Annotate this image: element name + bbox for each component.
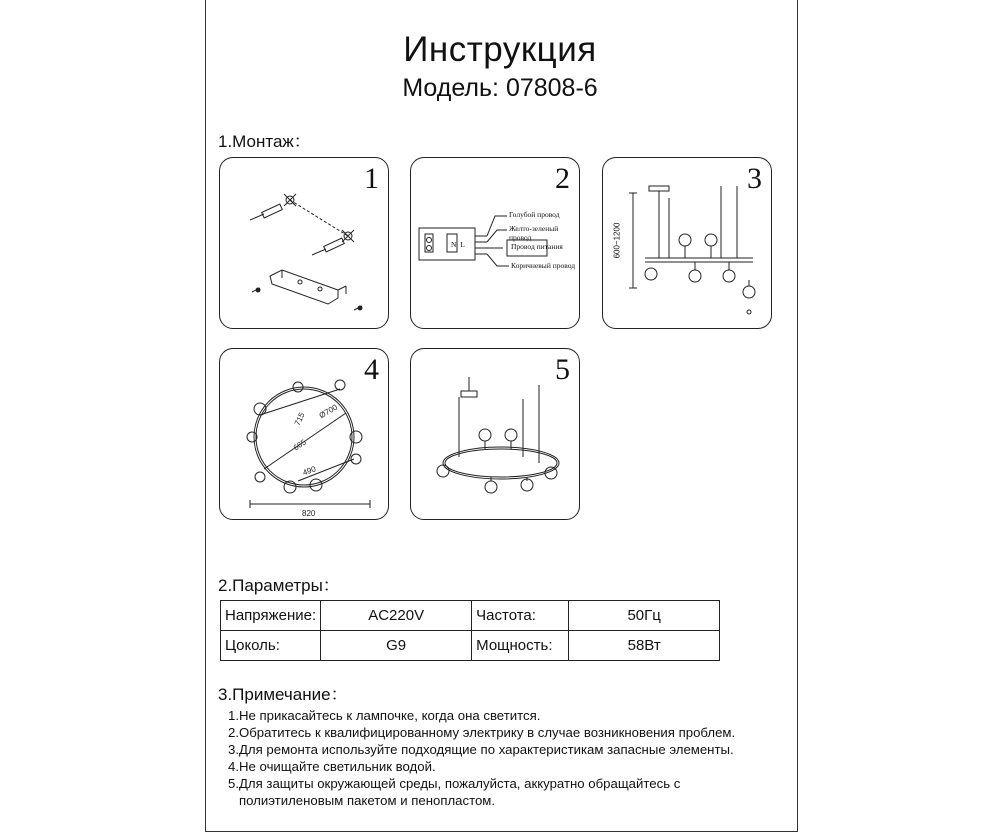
- param-value: 58Вт: [569, 631, 720, 661]
- step-3-panel: [602, 157, 772, 329]
- top-view-dimensions-illustration: [220, 349, 389, 520]
- dim-820: 820: [302, 509, 316, 518]
- ceiling-drilling-illustration: [220, 158, 389, 329]
- terminal-letters: N L: [451, 240, 466, 249]
- section-mounting: 1.Монтаж：: [218, 132, 311, 151]
- step-number: 5: [555, 353, 570, 386]
- param-label: Напряжение:: [221, 601, 321, 631]
- param-label: Цоколь:: [221, 631, 321, 661]
- dim-665: 665: [291, 437, 308, 453]
- model-number: Модель: 07808-6: [402, 74, 598, 102]
- dim-490: 490: [301, 464, 318, 478]
- note-item: 2.Обратитесь к квалифицированному электрику в случае возникновения проблем.: [228, 725, 736, 740]
- step-4-panel: [219, 348, 389, 520]
- param-label: Мощность:: [472, 631, 569, 661]
- parameters-table: [220, 600, 720, 661]
- step-number: 4: [364, 353, 379, 386]
- note-item: 5.Для защиты окружающей среды, пожалуйста, аккуратно обращайтесь с: [228, 776, 681, 791]
- param-label: Частота:: [472, 601, 569, 631]
- step-1-panel: [219, 157, 389, 329]
- note-item: полиэтиленовым пакетом и пенопластом.: [228, 793, 496, 808]
- dim-diameter: Ø700: [317, 402, 340, 421]
- param-value: G9: [321, 631, 472, 661]
- side-view-illustration: [603, 158, 772, 329]
- step-number: 3: [747, 162, 762, 195]
- wire-label-brown: Коричневый провод: [511, 261, 576, 270]
- section-parameters: 2.Параметры：: [218, 576, 340, 595]
- table-row: [221, 601, 720, 631]
- step-number: 1: [364, 162, 379, 195]
- notes-list: [228, 707, 735, 809]
- wire-label-ground: Желто-зеленый провод: [509, 224, 559, 242]
- param-value: 50Гц: [569, 601, 720, 631]
- section-notes: 3.Примечание：: [218, 685, 348, 704]
- assembled-fixture-illustration: [411, 349, 580, 520]
- note-item: 4.Не очищайте светильник водой.: [228, 759, 436, 774]
- page-title: Инструкция: [403, 30, 597, 69]
- step-number: 2: [555, 162, 570, 195]
- param-value: AC220V: [321, 601, 472, 631]
- note-item: 1.Не прикасайтесь к лампочке, когда она светится.: [228, 708, 541, 723]
- step-5-panel: [410, 348, 580, 520]
- height-dimension-label: 600~1200: [612, 222, 622, 259]
- step-2-panel: [410, 157, 580, 329]
- dim-715: 715: [292, 411, 307, 427]
- table-row: [221, 631, 720, 661]
- note-item: 3.Для ремонта используйте подходящие по характеристикам запасные элементы.: [228, 742, 734, 757]
- wire-label-power: Провод питания: [511, 242, 563, 251]
- wire-label-blue: Голубой провод: [509, 210, 560, 219]
